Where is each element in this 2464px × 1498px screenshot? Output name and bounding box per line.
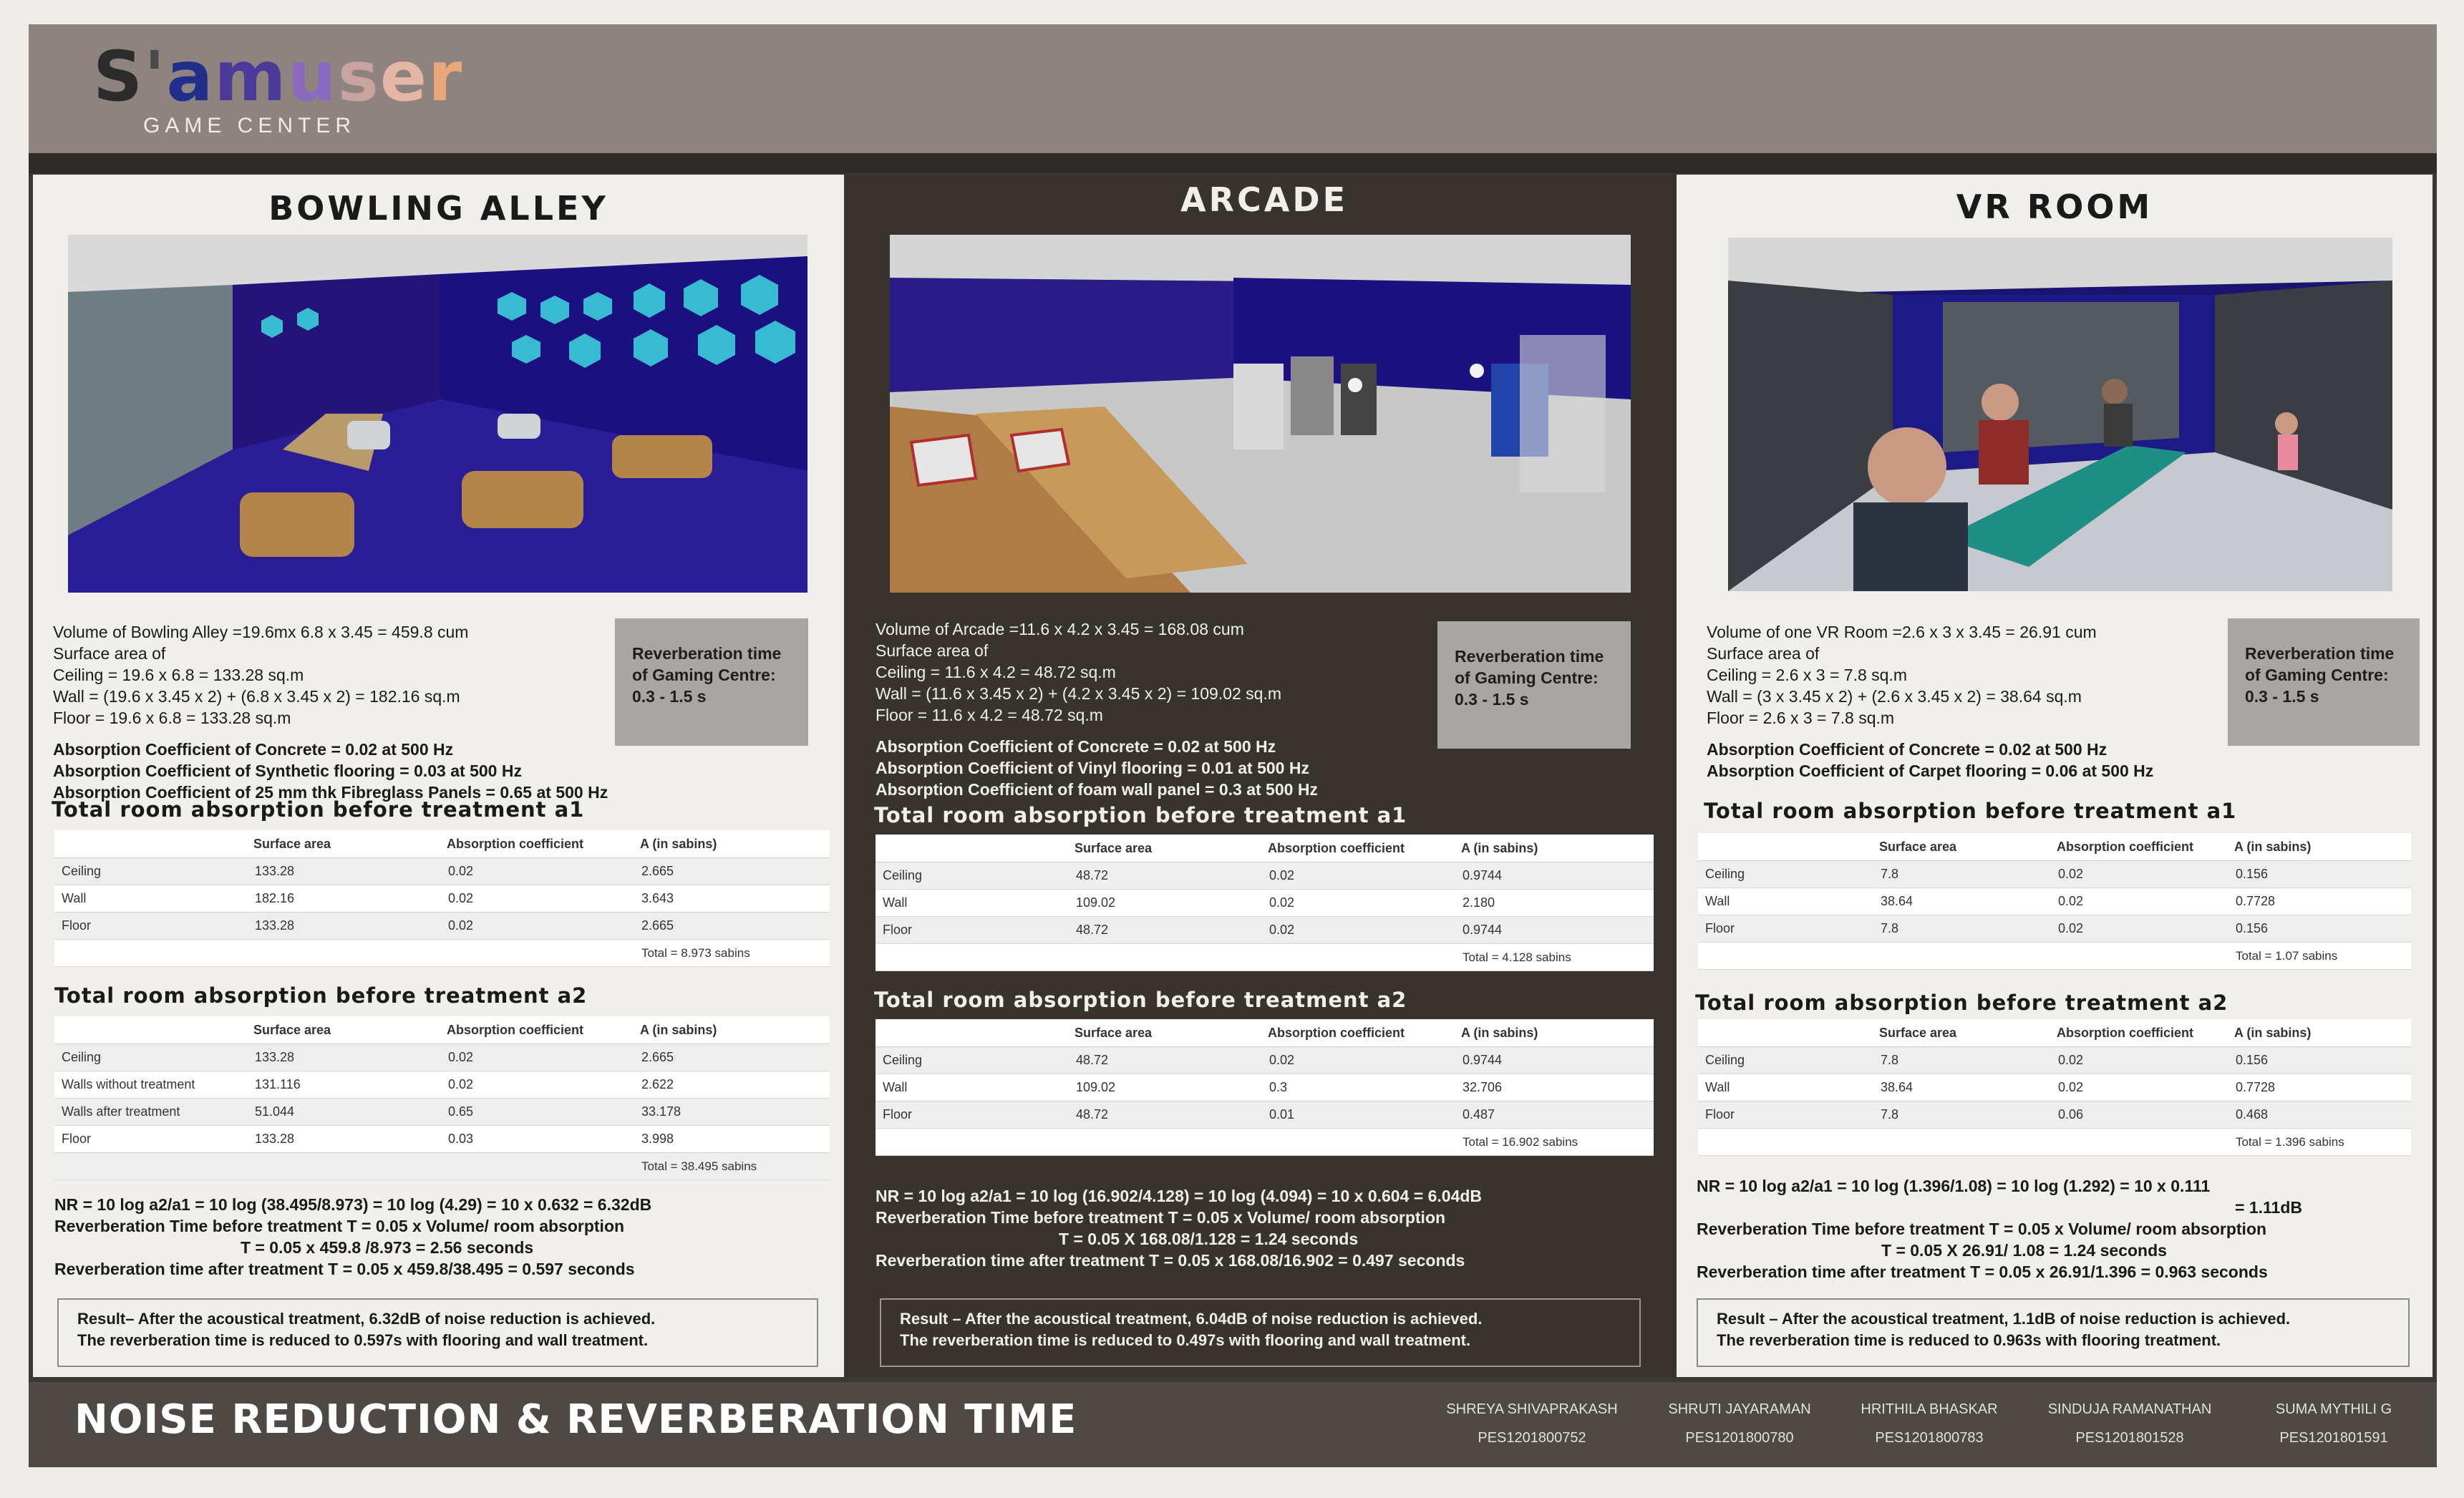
table-total: Total = 4.128 sabins	[1455, 944, 1654, 971]
table-cell: Walls without treatment	[54, 1071, 248, 1099]
noise-reduction-text: NR = 10 log a2/a1 = 10 log (38.495/8.973) = 10 log (4.29) = 10 x 0.632 = 6.32dB	[54, 1195, 652, 1214]
a2-table	[54, 1016, 830, 1180]
rt-box-line: Reverberation time	[632, 644, 782, 663]
table-row	[54, 885, 830, 913]
author	[1840, 1395, 2019, 1452]
volume-text: Volume of Bowling Alley =19.6mx 6.8 x 3.45 = 459.8 cum	[53, 623, 469, 641]
table-row	[876, 862, 1654, 890]
arcade-render-image	[890, 235, 1631, 593]
result-line: Result – After the acoustical treatment, 6.04dB of noise reduction is achieved.	[900, 1310, 1483, 1328]
table-header: A (in sabins)	[634, 1016, 830, 1044]
table-cell: 3.998	[634, 1126, 830, 1153]
rt-before-text: Reverberation Time before treatment T = 0.05 x Volume/ room absorption	[1697, 1220, 2267, 1238]
table-total-row	[876, 944, 1654, 971]
table-cell: 3.643	[634, 885, 830, 913]
table-cell: 0.01	[1262, 1101, 1455, 1129]
table-cell: 133.28	[248, 1126, 441, 1153]
noise-reduction-result: = 1.11dB	[2235, 1198, 2302, 1217]
calculation-block	[54, 1194, 651, 1280]
room-dimensions	[876, 618, 1318, 800]
table-row	[1698, 915, 2411, 943]
author-id: PES1201801528	[2075, 1430, 2184, 1446]
coefficient-text: Absorption Coefficient of 25 mm thk Fibreglass Panels = 0.65 at 500 Hz	[53, 783, 608, 802]
floor-area-text: Floor = 11.6 x 4.2 = 48.72 sq.m	[876, 706, 1103, 724]
poster-title: NOISE REDUCTION & REVERBERATION TIME	[74, 1396, 1077, 1443]
room-dimensions	[53, 621, 608, 803]
table-total: Total = 38.495 sabins	[634, 1153, 830, 1180]
a2-table	[876, 1019, 1654, 1156]
table-header: Absorption coefficient	[1262, 1019, 1455, 1047]
rt-after-text: Reverberation time after treatment T = 0.05 x 168.08/16.902 = 0.497 seconds	[876, 1251, 1465, 1270]
table-cell: Walls after treatment	[54, 1099, 248, 1126]
table-cell: Ceiling	[1698, 861, 1873, 888]
vr-room-render-image	[1728, 238, 2392, 591]
table-cell: Wall	[54, 885, 248, 913]
coefficient-text: Absorption Coefficient of Synthetic flooring = 0.03 at 500 Hz	[53, 762, 522, 780]
panel-title: VR ROOM	[1956, 188, 2153, 226]
table-cell: 7.8	[1873, 1101, 2051, 1129]
a2-heading: Total room absorption before treatment a2	[54, 983, 588, 1008]
table-header: Surface area	[1069, 835, 1262, 862]
panel-arcade	[845, 175, 1683, 1377]
panel-vr-room	[1677, 175, 2433, 1377]
author-name: SUMA MYTHILI G	[2275, 1401, 2392, 1417]
table-header: A (in sabins)	[1455, 835, 1654, 862]
table-header: Surface area	[248, 830, 441, 858]
table-row	[1698, 861, 2411, 888]
rt-box-line: Reverberation time	[1455, 647, 1604, 666]
table-cell: Ceiling	[54, 858, 248, 885]
table-cell: 7.8	[1873, 1047, 2051, 1074]
header-divider	[29, 153, 2437, 173]
table-cell: 0.02	[2051, 861, 2228, 888]
rt-before-text: Reverberation Time before treatment T = 0.05 x Volume/ room absorption	[876, 1208, 1446, 1227]
table-row	[876, 1101, 1654, 1129]
volume-text: Volume of Arcade =11.6 x 4.2 x 3.45 = 168.08 cum	[876, 620, 1244, 638]
author-name: SHRUTI JAYARAMAN	[1668, 1401, 1811, 1417]
table-cell: 0.9744	[1455, 1047, 1654, 1074]
table-cell: Floor	[54, 1126, 248, 1153]
panel-bowling-alley	[33, 175, 844, 1377]
table-total: Total = 8.973 sabins	[634, 940, 830, 967]
table-header-row	[876, 1019, 1654, 1047]
floor-area-text: Floor = 2.6 x 3 = 7.8 sq.m	[1707, 709, 1895, 727]
table-cell: Wall	[1698, 1074, 1873, 1101]
table-cell: 0.7728	[2228, 888, 2411, 915]
table-cell: Floor	[876, 917, 1069, 944]
table-cell: 2.622	[634, 1071, 830, 1099]
table-header	[876, 835, 1069, 862]
rt-box-line: 0.3 - 1.5 s	[1455, 690, 1529, 709]
table-row	[876, 890, 1654, 917]
table-cell: 0.02	[1262, 917, 1455, 944]
table-total-row	[54, 1153, 830, 1180]
table-cell: 0.9744	[1455, 862, 1654, 890]
calculation-block	[876, 1185, 1482, 1271]
coefficient-text: Absorption Coefficient of Carpet flooring = 0.06 at 500 Hz	[1707, 762, 2154, 780]
author-name: SHREYA SHIVAPRAKASH	[1446, 1401, 1618, 1417]
table-cell: 109.02	[1069, 1074, 1262, 1101]
ceiling-area-text: Ceiling = 19.6 x 6.8 = 133.28 sq.m	[53, 666, 304, 684]
table-cell: 38.64	[1873, 1074, 2051, 1101]
result-line: The reverberation time is reduced to 0.963s with flooring treatment.	[1717, 1331, 2221, 1349]
table-cell: 0.02	[1262, 1047, 1455, 1074]
table-header	[876, 1019, 1069, 1047]
table-cell: 38.64	[1873, 888, 2051, 915]
table-row	[54, 858, 830, 885]
table-row	[1698, 1101, 2411, 1129]
table-cell: 0.02	[1262, 890, 1455, 917]
rt-box-line: of Gaming Centre:	[632, 666, 776, 684]
table-total: Total = 1.07 sabins	[2228, 943, 2411, 970]
table-header: Absorption coefficient	[2051, 833, 2228, 861]
a1-table	[876, 835, 1654, 971]
result-line: Result – After the acoustical treatment, 1.1dB of noise reduction is achieved.	[1717, 1310, 2291, 1328]
table-cell: 0.65	[441, 1099, 634, 1126]
table-total-row	[1698, 1129, 2411, 1156]
table-cell: 0.7728	[2228, 1074, 2411, 1101]
table-cell: 48.72	[1069, 1047, 1262, 1074]
logo-wordmark: S'amuser	[93, 37, 464, 117]
table-cell: 2.665	[634, 858, 830, 885]
table-cell: 0.02	[441, 913, 634, 940]
a1-table	[54, 830, 830, 967]
volume-text: Volume of one VR Room =2.6 x 3 x 3.45 = 26.91 cum	[1707, 623, 2097, 641]
table-cell: 48.72	[1069, 917, 1262, 944]
table-row	[54, 1044, 830, 1071]
table-cell: Floor	[1698, 1101, 1873, 1129]
table-header: Absorption coefficient	[1262, 835, 1455, 862]
table-cell: 7.8	[1873, 915, 2051, 943]
author	[2026, 1395, 2233, 1452]
table-cell: 0.9744	[1455, 917, 1654, 944]
table-header-row	[1698, 1019, 2411, 1047]
table-cell: 33.178	[634, 1099, 830, 1126]
table-row	[1698, 1047, 2411, 1074]
rt-before-value: T = 0.05 x 459.8 /8.973 = 2.56 seconds	[241, 1238, 534, 1257]
calculation-block	[1697, 1175, 2302, 1283]
table-header: Absorption coefficient	[441, 830, 634, 858]
table-header: Surface area	[1069, 1019, 1262, 1047]
table-cell: 0.487	[1455, 1101, 1654, 1129]
table-cell: Wall	[1698, 888, 1873, 915]
table-header-row	[54, 830, 830, 858]
reverberation-time-box	[2228, 618, 2420, 746]
a1-heading: Total room absorption before treatment a1	[52, 797, 585, 822]
table-cell: 131.116	[248, 1071, 441, 1099]
author-id: PES1201800780	[1685, 1430, 1794, 1446]
table-cell: 2.665	[634, 913, 830, 940]
a1-heading: Total room absorption before treatment a1	[1704, 799, 2237, 823]
coefficient-text: Absorption Coefficient of Concrete = 0.02 at 500 Hz	[876, 737, 1276, 756]
table-header	[54, 830, 248, 858]
rt-box-line: 0.3 - 1.5 s	[632, 687, 707, 706]
table-cell: 0.02	[441, 1071, 634, 1099]
table-header: A (in sabins)	[2228, 833, 2411, 861]
table-header-row	[1698, 833, 2411, 861]
author	[2248, 1395, 2420, 1452]
ceiling-area-text: Ceiling = 11.6 x 4.2 = 48.72 sq.m	[876, 663, 1116, 681]
wall-area-text: Wall = (19.6 x 3.45 x 2) + (6.8 x 3.45 x 2) = 182.16 sq.m	[53, 687, 460, 706]
table-cell: 0.02	[2051, 1047, 2228, 1074]
table-cell: 2.665	[634, 1044, 830, 1071]
table-cell: Floor	[54, 913, 248, 940]
surface-area-label: Surface area of	[53, 644, 166, 663]
table-cell: 182.16	[248, 885, 441, 913]
bowling-alley-render-image	[68, 235, 807, 593]
panel-title: BOWLING ALLEY	[268, 189, 608, 228]
table-cell: 51.044	[248, 1099, 441, 1126]
table-cell: 133.28	[248, 858, 441, 885]
table-cell: 0.02	[441, 858, 634, 885]
ceiling-area-text: Ceiling = 2.6 x 3 = 7.8 sq.m	[1707, 666, 1907, 684]
logo-subtitle: GAME CENTER	[143, 114, 356, 137]
table-cell: 133.28	[248, 913, 441, 940]
table-header: Surface area	[248, 1016, 441, 1044]
table-cell: Wall	[876, 890, 1069, 917]
footer-bar	[29, 1382, 2437, 1467]
author-id: PES1201800752	[1478, 1430, 1586, 1446]
a2-table	[1698, 1019, 2411, 1156]
table-header	[54, 1016, 248, 1044]
a2-heading: Total room absorption before treatment a2	[1695, 991, 2228, 1015]
table-header	[1698, 1019, 1873, 1047]
table-cell: 0.3	[1262, 1074, 1455, 1101]
table-header: Absorption coefficient	[2051, 1019, 2228, 1047]
poster	[29, 24, 2437, 1467]
table-header-row	[54, 1016, 830, 1044]
author-name: SINDUJA RAMANATHAN	[2047, 1401, 2212, 1417]
table-cell: 7.8	[1873, 861, 2051, 888]
table-cell: 0.02	[2051, 1074, 2228, 1101]
author	[1646, 1395, 1833, 1452]
rt-box-line: Reverberation time	[2245, 644, 2395, 663]
coefficient-text: Absorption Coefficient of foam wall panel = 0.3 at 500 Hz	[876, 780, 1318, 799]
table-row	[1698, 1074, 2411, 1101]
table-row	[54, 1126, 830, 1153]
header-bar	[29, 24, 2437, 153]
table-cell: Ceiling	[876, 1047, 1069, 1074]
coefficient-text: Absorption Coefficient of Concrete = 0.02 at 500 Hz	[1707, 740, 2108, 759]
table-total-row	[54, 940, 830, 967]
table-row	[876, 1074, 1654, 1101]
surface-area-label: Surface area of	[1707, 644, 1820, 663]
room-dimensions	[1707, 621, 2153, 782]
a2-heading: Total room absorption before treatment a2	[874, 988, 1407, 1012]
table-row	[54, 913, 830, 940]
table-row	[876, 1047, 1654, 1074]
reverberation-time-box	[1437, 621, 1631, 749]
coefficient-text: Absorption Coefficient of Concrete = 0.02 at 500 Hz	[53, 740, 454, 759]
table-cell: 0.468	[2228, 1101, 2411, 1129]
table-row	[876, 917, 1654, 944]
table-cell: Floor	[876, 1101, 1069, 1129]
table-cell: 0.02	[1262, 862, 1455, 890]
table-header: A (in sabins)	[1455, 1019, 1654, 1047]
panel-title: ARCADE	[1180, 180, 1348, 219]
author	[1425, 1395, 1639, 1452]
table-total-row	[1698, 943, 2411, 970]
table-total: Total = 16.902 sabins	[1455, 1129, 1654, 1156]
table-cell: 109.02	[1069, 890, 1262, 917]
table-row	[1698, 888, 2411, 915]
surface-area-label: Surface area of	[876, 641, 989, 660]
noise-reduction-text: NR = 10 log a2/a1 = 10 log (16.902/4.128) = 10 log (4.094) = 10 x 0.604 = 6.04dB	[876, 1187, 1483, 1205]
table-cell: 0.02	[441, 885, 634, 913]
a1-heading: Total room absorption before treatment a1	[874, 803, 1407, 827]
table-cell: Ceiling	[54, 1044, 248, 1071]
table-header: Surface area	[1873, 1019, 2051, 1047]
table-cell: 0.156	[2228, 861, 2411, 888]
rt-before-value: T = 0.05 X 168.08/1.128 = 1.24 seconds	[1059, 1230, 1359, 1248]
table-cell: 0.03	[441, 1126, 634, 1153]
table-cell: 48.72	[1069, 862, 1262, 890]
result-box	[880, 1298, 1641, 1367]
table-cell: 32.706	[1455, 1074, 1654, 1101]
author-id: PES1201801591	[2279, 1430, 2388, 1446]
table-header: A (in sabins)	[2228, 1019, 2411, 1047]
rt-after-text: Reverberation time after treatment T = 0.05 x 459.8/38.495 = 0.597 seconds	[54, 1260, 635, 1278]
table-row	[54, 1099, 830, 1126]
result-box	[1697, 1298, 2410, 1367]
table-total-row	[876, 1129, 1654, 1156]
table-cell: 0.02	[441, 1044, 634, 1071]
table-header: Surface area	[1873, 833, 2051, 861]
table-cell: 0.02	[2051, 915, 2228, 943]
table-cell: Ceiling	[876, 862, 1069, 890]
table-cell: 0.06	[2051, 1101, 2228, 1129]
coefficient-text: Absorption Coefficient of Vinyl flooring = 0.01 at 500 Hz	[876, 759, 1309, 777]
table-header-row	[876, 835, 1654, 862]
table-header: A (in sabins)	[634, 830, 830, 858]
result-line: The reverberation time is reduced to 0.597s with flooring and wall treatment.	[77, 1331, 649, 1349]
table-cell: 133.28	[248, 1044, 441, 1071]
result-line: Result– After the acoustical treatment, 6.32dB of noise reduction is achieved.	[77, 1310, 656, 1328]
rt-box-line: 0.3 - 1.5 s	[2245, 687, 2319, 706]
wall-area-text: Wall = (11.6 x 3.45 x 2) + (4.2 x 3.45 x 2) = 109.02 sq.m	[876, 684, 1281, 703]
wall-area-text: Wall = (3 x 3.45 x 2) + (2.6 x 3.45 x 2) = 38.64 sq.m	[1707, 687, 2082, 706]
table-cell: 0.156	[2228, 915, 2411, 943]
result-line: The reverberation time is reduced to 0.497s with flooring and wall treatment.	[900, 1331, 1471, 1349]
table-header	[1698, 833, 1873, 861]
noise-reduction-text: NR = 10 log a2/a1 = 10 log (1.396/1.08) = 10 log (1.292) = 10 x 0.111	[1697, 1177, 2211, 1195]
rt-box-line: of Gaming Centre:	[1455, 668, 1599, 687]
table-row	[54, 1071, 830, 1099]
reverberation-time-box	[615, 618, 808, 746]
table-header: Absorption coefficient	[441, 1016, 634, 1044]
a1-table	[1698, 833, 2411, 970]
rt-before-text: Reverberation Time before treatment T = 0.05 x Volume/ room absorption	[54, 1217, 625, 1235]
rt-after-text: Reverberation time after treatment T = 0.05 x 26.91/1.396 = 0.963 seconds	[1697, 1263, 2268, 1281]
table-cell: Floor	[1698, 915, 1873, 943]
logo	[93, 37, 464, 138]
table-cell: Wall	[876, 1074, 1069, 1101]
rt-before-value: T = 0.05 X 26.91/ 1.08 = 1.24 seconds	[1881, 1241, 2167, 1260]
table-cell: 48.72	[1069, 1101, 1262, 1129]
table-total: Total = 1.396 sabins	[2228, 1129, 2411, 1156]
table-cell: 0.02	[2051, 888, 2228, 915]
floor-area-text: Floor = 19.6 x 6.8 = 133.28 sq.m	[53, 709, 291, 727]
table-cell: Ceiling	[1698, 1047, 1873, 1074]
result-box	[57, 1298, 818, 1367]
rt-box-line: of Gaming Centre:	[2245, 666, 2389, 684]
author-name: HRITHILA BHASKAR	[1861, 1401, 1998, 1417]
table-cell: 0.156	[2228, 1047, 2411, 1074]
author-id: PES1201800783	[1875, 1430, 1984, 1446]
table-cell: 2.180	[1455, 890, 1654, 917]
